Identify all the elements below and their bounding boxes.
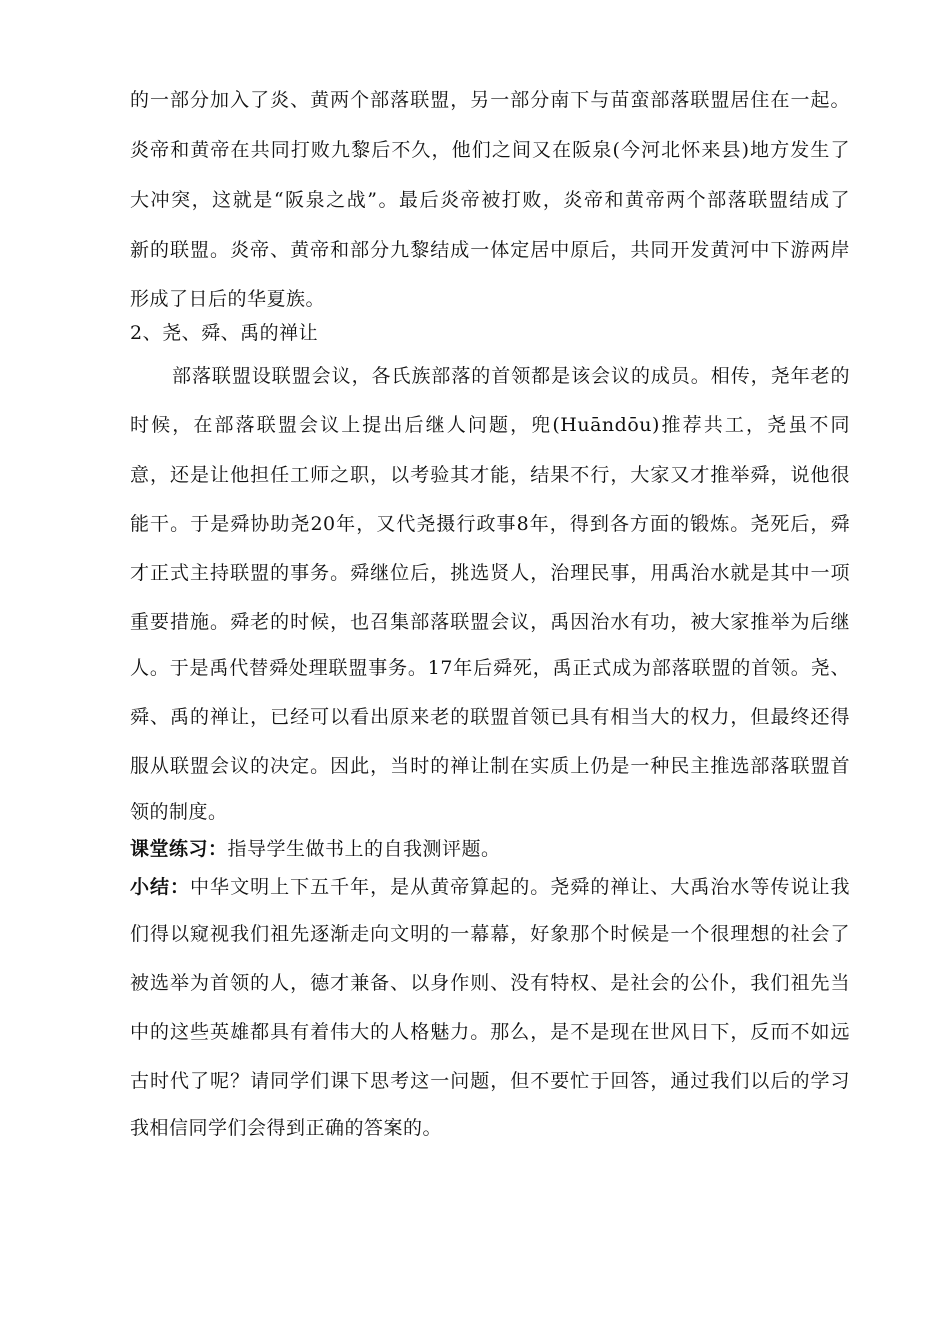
paragraph-line: 古时代了呢？请同学们课下思考这一问题，但不要忙于回答，通过我们以后的学习 — [130, 1070, 850, 1092]
paragraph-line: 大冲突，这就是“阪泉之战”。最后炎帝被打败，炎帝和黄帝两个部落联盟结成了 — [130, 189, 850, 211]
paragraph-line: 人。于是禹代替舜处理联盟事务。17年后舜死，禹正式成为部落联盟的首领。尧、 — [130, 657, 850, 679]
exercise-line — [130, 837, 850, 861]
paragraph-line: 部落联盟设联盟会议，各氏族部落的首领都是该会议的成员。相传，尧年老的 — [172, 365, 850, 387]
exercise-label: 课堂练习： — [130, 838, 228, 860]
paragraph-line: 我相信同学们会得到正确的答案的。 — [130, 1117, 443, 1139]
section-heading: 2、尧、舜、禹的禅让 — [130, 322, 319, 344]
paragraph-line: 能干。于是舜协助尧20年，又代尧摄行政事8年，得到各方面的锻炼。尧死后，舜 — [130, 513, 850, 535]
summary-text: 中华文明上下五千年，是从黄帝算起的。尧舜的禅让、大禹治水等传说让我 — [190, 876, 850, 898]
paragraph-line: 们得以窥视我们祖先逐渐走向文明的一幕幕，好象那个时候是一个很理想的社会了 — [130, 923, 850, 945]
paragraph-line: 服从联盟会议的决定。因此，当时的禅让制在实质上仍是一种民主推选部落联盟首 — [130, 755, 850, 777]
paragraph-line: 时候，在部落联盟会议上提出后继人问题，兜(Huāndōu)推荐共工，尧虽不同 — [130, 414, 850, 436]
summary-line — [130, 875, 850, 899]
paragraph-line: 意，还是让他担任工师之职，以考验其才能，结果不行，大家又才推举舜，说他很 — [130, 464, 850, 486]
paragraph-line: 新的联盟。炎帝、黄帝和部分九黎结成一体定居中原后，共同开发黄河中下游两岸 — [130, 239, 850, 261]
paragraph-line: 舜、禹的禅让，已经可以看出原来老的联盟首领已具有相当大的权力，但最终还得 — [130, 706, 850, 728]
paragraph-line: 领的制度。 — [130, 801, 228, 823]
paragraph-line: 炎帝和黄帝在共同打败九黎后不久，他们之间又在阪泉(今河北怀来县)地方发生了 — [130, 139, 850, 161]
paragraph-line: 的一部分加入了炎、黄两个部落联盟，另一部分南下与苗蛮部落联盟居住在一起。 — [130, 89, 850, 111]
paragraph-line: 才正式主持联盟的事务。舜继位后，挑选贤人，治理民事，用禹治水就是其中一项 — [130, 562, 850, 584]
paragraph-line: 形成了日后的华夏族。 — [130, 288, 326, 310]
paragraph-line: 中的这些英雄都具有着伟大的人格魅力。那么，是不是现在世风日下，反而不如远 — [130, 1021, 850, 1043]
exercise-text: 指导学生做书上的自我测评题。 — [227, 838, 501, 860]
paragraph-line: 重要措施。舜老的时候，也召集部落联盟会议，禹因治水有功，被大家推举为后继 — [130, 611, 850, 633]
summary-label: 小结： — [130, 876, 191, 898]
paragraph-line: 被选举为首领的人，德才兼备、以身作则、没有特权、是社会的公仆，我们祖先当 — [130, 972, 850, 994]
